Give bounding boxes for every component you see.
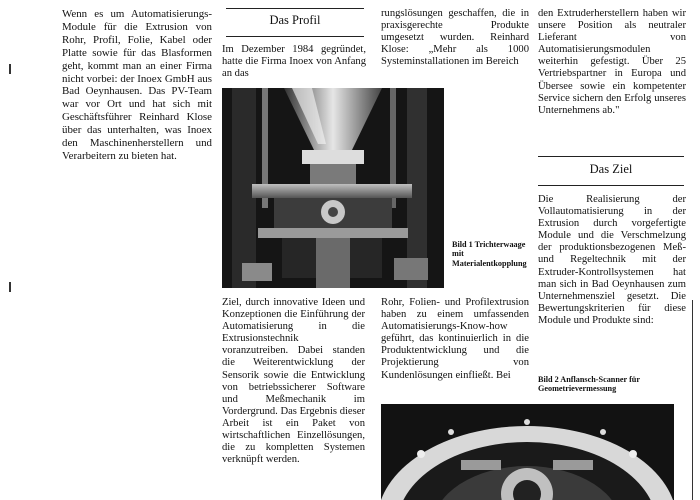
margin-mark-bottom <box>9 282 11 292</box>
profil-intro-column <box>222 44 366 80</box>
column-4-top-text: den Extruderherstellern haben wir unsere Position als neutraler Lieferant von Automatisierungsmodulen weiterhin gefestigt. Über 25 Vertriebspartner in Europa und Übersee sowie ein kompetenter Service sichern den Erfolg unseres Unternehmens ab." <box>538 8 686 116</box>
scanner-image <box>381 404 674 500</box>
ziel-text: Die Realisierung der Vollautomatisierung in der Extrusion durch vorgefertigte Module und die Verschmelzung der produktionsbezogenen Meß- und Regeltechnik mit der Extruder-Kontrollsystemen hat man sich in Bad Oeynhausen zum Unternehmensziel gesetzt. Die Bewertungskriterien für diese Module und Produkte sind: <box>538 194 686 326</box>
column-3-bottom-text: Rohr, Folien- und Profilextrusion haben zu einem umfassenden Automatisierungs-Know-how geführt, das kontinuierlich in die Produktentwicklung und die Projektierung von Kundenlösungen einfließt. Bei <box>381 297 529 381</box>
profil-top-rule <box>226 8 364 9</box>
profil-intro-text: Im Dezember 1984 gegründet, hatte die Firma Inoex von Anfang an das <box>222 44 366 80</box>
column-4-top <box>538 8 686 117</box>
right-margin-line <box>692 300 693 500</box>
profil-body-text: Ziel, durch innovative Ideen und Konzeptionen die Einführung der Automatisierung in die Extrusionstechnik voranzutreiben. Dabei standen die Weiterentwicklung der Sensorik sowie die Entwicklung von betriebssicherer Software und Meßmechanik im Vordergrund. Das Ergebnis dieser Arbeit ist ein Paket von wirtschaftlichen Einzellösungen, die zu kompletten Systemen verknüpft werden. <box>222 297 365 466</box>
intro-column <box>62 8 212 163</box>
ziel-bottom-rule <box>538 185 684 186</box>
trichterwaage-photo <box>222 88 444 288</box>
ziel-column <box>538 194 686 327</box>
trichterwaage-image <box>222 88 444 288</box>
profil-body-column <box>222 297 365 466</box>
ziel-top-rule <box>538 156 684 157</box>
profil-heading: Das Profil <box>269 13 321 27</box>
column-3-top-text: rungslösungen geschaffen, die in praxisgerechte Produkte umgesetzt wurden. Reinhard Klose: „Mehr als 1000 Systeminstallationen im Bereich <box>381 8 529 68</box>
bild1-caption: Bild 1 Trichterwaage mit Materialentkopplung <box>452 240 527 268</box>
ziel-heading: Das Ziel <box>589 162 633 176</box>
margin-mark-top <box>9 64 11 74</box>
profil-bottom-rule <box>226 36 364 37</box>
column-3-bottom <box>381 297 529 382</box>
bild2-caption: Bild 2 Anflansch-Scanner für Geometrievermessung <box>538 375 640 394</box>
column-3-top <box>381 8 529 68</box>
scanner-photo <box>381 404 674 500</box>
intro-text: Wenn es um Automatisierungs-Module für die Extrusion von Rohr, Profil, Folie, Kabel oder Platte sowie für das Blasformen geht, kommt man an einer Firma nicht vorbei: der Inoex GmbH aus Bad Oeynhausen. Das PV-Team war vor Ort und hat sich mit Geschäftsführer Reinhard Klose über das unterhalten, was Inoex den Maschinenherstellern und Verarbeitern zu bieten hat. <box>62 8 212 162</box>
